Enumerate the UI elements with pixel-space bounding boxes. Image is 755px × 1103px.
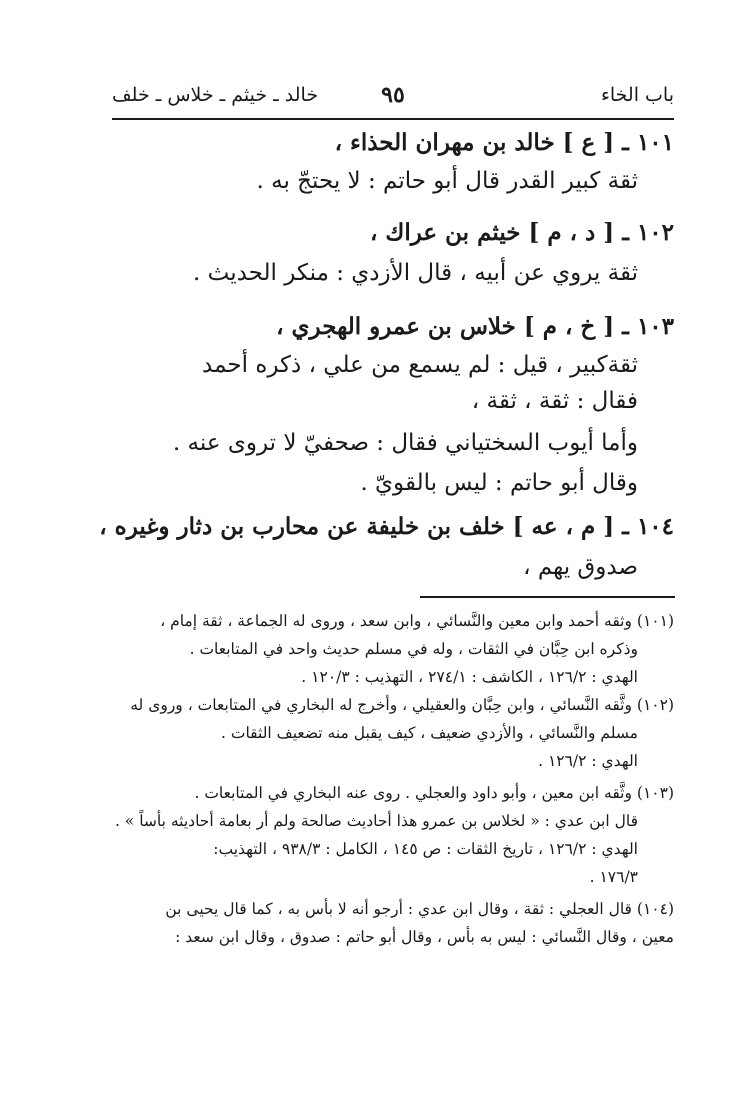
entry-103-text-3: وأما أيوب السختياني فقال : صحفيّ لا تروى عنه . — [172, 430, 638, 456]
entry-101-heading: ١٠١ ـ [ ع ] خالد بن مهران الحذاء ، — [334, 129, 674, 156]
footnote-104-line-2: معين ، وقال النَّسائي : ليس به بأس ، وقال أبو حاتم : صدوق ، وقال ابن سعد : — [175, 928, 674, 946]
running-header — [112, 80, 674, 118]
entry-103-text-4: وقال أبو حاتم : ليس بالقويّ . — [360, 470, 638, 496]
footnote-102-line-2: مسلم والنَّسائي ، والأزدي ضعيف ، كيف يقبل منه تضعيف الثقات . — [221, 724, 638, 742]
footnote-rule — [420, 596, 675, 598]
entry-103-text-1: ثقةكبير ، قيل : لم يسمع من علي ، ذكره أحمد — [202, 352, 638, 378]
chapter-title: باب الخاء — [600, 84, 674, 106]
entry-103-heading: ١٠٣ ـ [ خ ، م ] خلاس بن عمرو الهجري ، — [276, 313, 674, 340]
footnote-103-refs-2: ١٧٦/٣ . — [589, 868, 638, 886]
entry-102-heading: ١٠٢ ـ [ د ، م ] خيثم بن عراك ، — [369, 219, 674, 246]
entry-102-text: ثقة يروي عن أبيه ، قال الأزدي : منكر الحديث . — [193, 260, 638, 286]
footnote-101-refs: الهدي : ١٢٦/٢ ، الكاشف : ٢٧٤/١ ، التهذيب : ١٢٠/٣ . — [301, 668, 638, 686]
footnote-101-line-2: وذكره ابن حِبَّان في الثقات ، وله في مسلم حديث واحد في المتابعات . — [189, 640, 638, 658]
footnote-101-line-1: (١٠١) وثقه أحمد وابن معين والنَّسائي ، وابن سعد ، وروى له الجماعة ، ثقة إمام ، — [160, 612, 674, 630]
entry-104-heading: ١٠٤ ـ [ م ، عه ] خلف بن خليفة عن محارب بن دثار وغيره ، — [99, 513, 674, 540]
header-rule — [112, 118, 674, 120]
footnote-103-line-1: (١٠٣) وثَّقه ابن معين ، وأبو داود والعجلي . روى عنه البخاري في المتابعات . — [194, 784, 674, 802]
footnote-102-line-1: (١٠٢) وثَّقه النَّسائي ، وابن حِبَّان والعقيلي ، وأخرج له البخاري في المتابعات ، وروى له — [130, 696, 674, 714]
footnote-104-line-1: (١٠٤) قال العجلي : ثقة ، وقال ابن عدي : أرجو أنه لا بأس به ، كما قال يحيى بن — [165, 900, 674, 918]
header-names: خالد ـ خيثم ـ خلاس ـ خلف — [112, 84, 319, 106]
entry-103-text-2: فقال : ثقة ، ثقة ، — [471, 388, 638, 414]
footnote-103-line-2: قال ابن عدي : « لخلاس بن عمرو هذا أحاديث صالحة ولم أر بعامة أحاديثه بأساً » . — [114, 812, 638, 830]
footnote-103-refs-1: الهدي : ١٢٦/٢ ، تاريخ الثقات : ص ١٤٥ ، الكامل : ٩٣٨/٣ ، التهذيب: — [213, 840, 638, 858]
footnote-102-refs: الهدي : ١٢٦/٢ . — [538, 752, 638, 770]
page-number: ٩٥ — [381, 82, 405, 108]
entry-104-text: صدوق يهم ، — [523, 554, 638, 580]
entry-101-text: ثقة كبير القدر قال أبو حاتم : لا يحتجّ به . — [256, 168, 638, 194]
